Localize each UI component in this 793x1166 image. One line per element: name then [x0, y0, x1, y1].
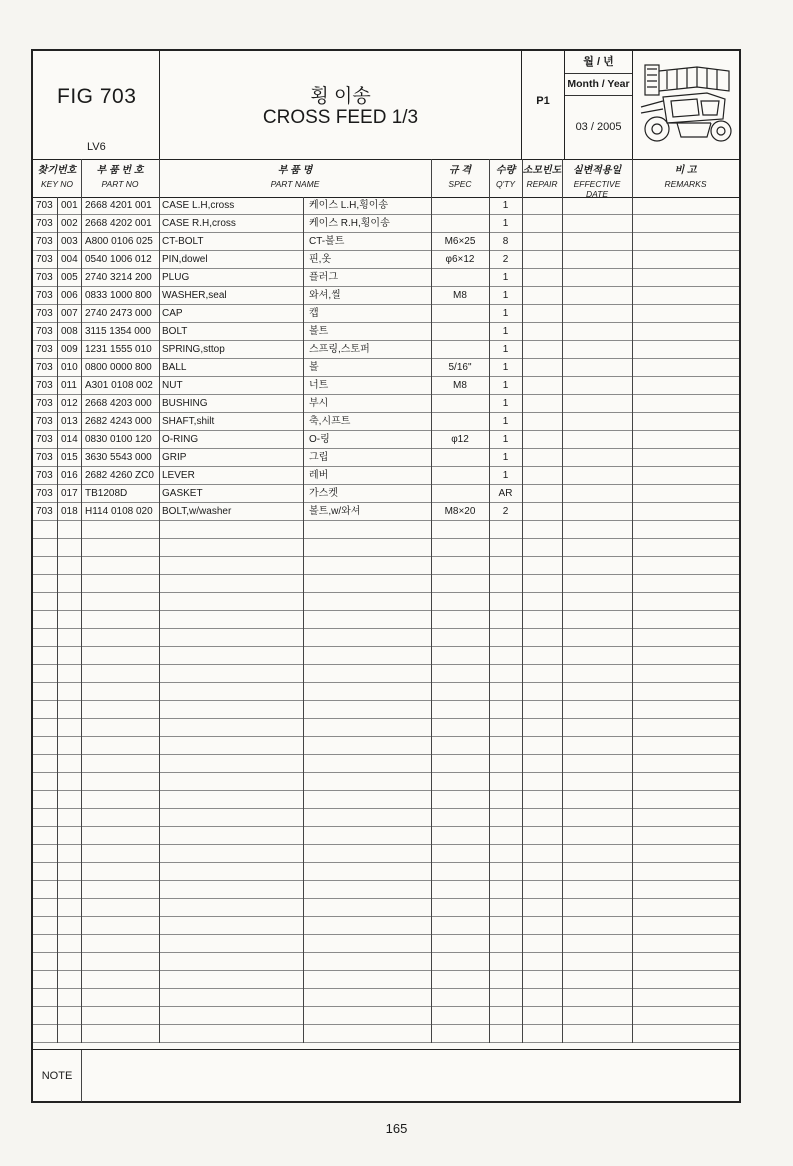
cell-qty: 1 — [502, 398, 509, 409]
cell-key: 005 — [61, 272, 78, 283]
cell-fig: 703 — [36, 200, 53, 211]
col-effective-date: 실변적용일 EFFECTIVE DATE — [572, 165, 622, 199]
table-row — [33, 521, 739, 539]
cell-name-en: BUSHING — [162, 398, 208, 409]
page-number: 165 — [385, 1121, 408, 1136]
cell-part-no: 3115 1354 000 — [85, 326, 151, 337]
cell-name-ko: 볼트 — [309, 326, 329, 337]
cell-name-ko: 캡 — [309, 308, 319, 319]
cell-spec — [431, 341, 489, 358]
cell-fig: 703 — [36, 254, 53, 265]
table-row — [33, 845, 739, 863]
table-row — [33, 431, 739, 449]
cell-key: 014 — [61, 434, 78, 445]
date-label-english: Month / Year — [565, 73, 632, 96]
cell-fig: 703 — [36, 308, 53, 319]
cell-fig: 703 — [36, 362, 53, 373]
cell-key: 018 — [61, 506, 78, 517]
cell-name-en: BOLT — [162, 326, 188, 337]
cell-spec — [431, 467, 489, 484]
col-repair: 소모빈도 REPAIR — [522, 165, 562, 189]
table-row — [33, 359, 739, 377]
cell-key: 006 — [61, 290, 78, 301]
cell-spec — [431, 395, 489, 412]
column-divider — [81, 197, 82, 1043]
cell-spec: M8 — [453, 380, 467, 391]
cell-qty: 2 — [502, 254, 509, 265]
table-row — [33, 863, 739, 881]
cell-fig: 703 — [36, 344, 53, 355]
cell-fig: 703 — [36, 380, 53, 391]
cell-name-en: SPRING,sttop — [162, 344, 225, 355]
cell-name-en: GRIP — [162, 452, 187, 463]
cell-key: 016 — [61, 470, 78, 481]
table-row — [33, 1007, 739, 1025]
cell-key: 009 — [61, 344, 78, 355]
cell-name-ko: 축,시프트 — [309, 416, 351, 427]
cell-name-ko: 부시 — [309, 398, 329, 409]
cell-spec — [431, 449, 489, 466]
cell-qty: 1 — [502, 326, 509, 337]
cell-fig: 703 — [36, 416, 53, 427]
cell-key: 007 — [61, 308, 78, 319]
cell-qty: 1 — [502, 362, 509, 373]
table-row — [33, 251, 739, 269]
column-divider — [632, 197, 633, 1043]
cell-spec — [431, 323, 489, 340]
table-row — [33, 827, 739, 845]
cell-qty: 1 — [502, 470, 509, 481]
table-row — [33, 1025, 739, 1043]
cell-part-no: 0540 1006 012 — [85, 254, 152, 265]
table-row — [33, 611, 739, 629]
cell-key: 001 — [61, 200, 78, 211]
column-divider — [522, 197, 523, 1043]
note-label: NOTE — [33, 1050, 82, 1102]
cell-spec: M8×20 — [444, 506, 476, 517]
sheet-header — [33, 51, 739, 160]
date-cell — [565, 51, 633, 159]
cell-fig: 703 — [36, 218, 53, 229]
cell-name-ko: 케이스 L.H,횡이송 — [309, 200, 389, 211]
cell-name-en: BOLT,w/washer — [162, 506, 232, 517]
cell-name-ko: 볼트,w/와셔 — [309, 506, 361, 517]
page-cell — [522, 51, 565, 159]
cell-name-ko: 케이스 R.H,횡이송 — [309, 218, 390, 229]
cell-name-ko: 플러그 — [309, 272, 338, 283]
cell-part-no: TB1208D — [85, 488, 128, 499]
column-divider — [489, 197, 490, 1043]
cell-name-en: PIN,dowel — [162, 254, 208, 265]
cell-part-no: 2682 4243 000 — [85, 416, 152, 427]
cell-qty: 2 — [502, 506, 509, 517]
cell-qty: 1 — [502, 434, 509, 445]
tractor-illustration-icon — [637, 57, 735, 153]
cell-name-ko: 가스켓 — [309, 488, 338, 499]
table-row — [33, 377, 739, 395]
col-key-no: 찾기번호 KEY NO — [37, 165, 77, 189]
table-row — [33, 305, 739, 323]
header-divider — [489, 159, 490, 197]
column-divider — [431, 197, 432, 1043]
cell-name-ko: 볼 — [309, 362, 319, 373]
cell-qty: 1 — [502, 290, 509, 301]
col-part-name: 부 품 명 PART NAME — [270, 165, 320, 189]
cell-spec: φ12 — [451, 434, 469, 445]
column-divider — [159, 197, 160, 1043]
header-divider — [522, 159, 523, 197]
header-divider — [562, 159, 563, 197]
table-row — [33, 809, 739, 827]
cell-qty: 1 — [502, 272, 509, 283]
table-row — [33, 323, 739, 341]
model-name: LV6 — [87, 141, 106, 153]
table-row — [33, 341, 739, 359]
cell-key: 004 — [61, 254, 78, 265]
cell-name-en: GASKET — [162, 488, 203, 499]
table-row — [33, 557, 739, 575]
cell-fig: 703 — [36, 272, 53, 283]
table-row — [33, 269, 739, 287]
cell-part-no: 2740 2473 000 — [85, 308, 152, 319]
cell-name-en: CT-BOLT — [162, 236, 204, 247]
cell-name-ko: 와셔,씰 — [309, 290, 341, 301]
image-cell — [633, 51, 739, 159]
cell-fig: 703 — [36, 434, 53, 445]
cell-name-ko: 핀,옷 — [309, 254, 332, 265]
cell-spec: φ6×12 — [445, 254, 475, 265]
col-spec: 규 격 SPEC — [448, 165, 472, 189]
cell-spec: M6×25 — [444, 236, 476, 247]
cell-qty: AR — [498, 488, 513, 499]
cell-qty: 1 — [502, 218, 509, 229]
note-section — [33, 1049, 739, 1102]
parts-sheet — [31, 49, 741, 1103]
figure-number: FIG 703 — [57, 85, 137, 108]
table-row — [33, 953, 739, 971]
cell-part-no: 2668 4201 001 — [85, 200, 152, 211]
table-row — [33, 971, 739, 989]
cell-fig: 703 — [36, 488, 53, 499]
header-divider — [431, 159, 432, 197]
table-row — [33, 629, 739, 647]
table-row — [33, 485, 739, 503]
table-row — [33, 701, 739, 719]
table-row — [33, 395, 739, 413]
cell-part-no: 0830 0100 120 — [85, 434, 152, 445]
cell-name-ko: CT-볼트 — [309, 236, 345, 247]
table-row — [33, 503, 739, 521]
header-divider — [632, 159, 633, 197]
table-row — [33, 683, 739, 701]
cell-qty: 1 — [502, 200, 509, 211]
cell-spec — [431, 269, 489, 286]
cell-fig: 703 — [36, 290, 53, 301]
cell-name-en: SHAFT,shilt — [162, 416, 215, 427]
cell-name-ko: 그립 — [309, 452, 329, 463]
table-row — [33, 233, 739, 251]
cell-fig: 703 — [36, 452, 53, 463]
cell-key: 013 — [61, 416, 78, 427]
table-row — [33, 287, 739, 305]
table-row — [33, 737, 739, 755]
header-divider — [159, 159, 160, 197]
cell-name-en: CASE L.H,cross — [162, 200, 235, 211]
title-cell — [160, 51, 522, 159]
title-korean: 횡 이송 — [310, 86, 371, 107]
table-row — [33, 773, 739, 791]
cell-spec — [431, 215, 489, 232]
cell-spec — [431, 197, 489, 214]
column-divider — [303, 197, 304, 1043]
table-row — [33, 917, 739, 935]
cell-key: 015 — [61, 452, 78, 463]
cell-fig: 703 — [36, 236, 53, 247]
cell-qty: 1 — [502, 344, 509, 355]
cell-fig: 703 — [36, 326, 53, 337]
table-row — [33, 719, 739, 737]
cell-name-ko: O-링 — [309, 434, 330, 445]
cell-name-en: CASE R.H,cross — [162, 218, 236, 229]
cell-part-no: 3630 5543 000 — [85, 452, 152, 463]
cell-name-en: NUT — [162, 380, 183, 391]
cell-qty: 1 — [502, 380, 509, 391]
table-row — [33, 989, 739, 1007]
table-row — [33, 575, 739, 593]
table-row — [33, 899, 739, 917]
table-row — [33, 755, 739, 773]
column-header-row — [33, 159, 739, 198]
cell-name-en: LEVER — [162, 470, 195, 481]
cell-qty: 1 — [502, 452, 509, 463]
cell-key: 008 — [61, 326, 78, 337]
table-row — [33, 647, 739, 665]
date-value: 03 / 2005 — [575, 121, 622, 133]
table-row — [33, 935, 739, 953]
cell-key: 002 — [61, 218, 78, 229]
column-divider — [562, 197, 563, 1043]
cell-part-no: 2740 3214 200 — [85, 272, 152, 283]
cell-key: 011 — [61, 380, 77, 391]
cell-name-ko: 스프링,스토퍼 — [309, 344, 370, 355]
cell-spec — [431, 413, 489, 430]
cell-key: 003 — [61, 236, 78, 247]
cell-key: 017 — [61, 488, 78, 499]
header-divider — [81, 159, 82, 197]
cell-part-no: A800 0106 025 — [85, 236, 153, 247]
cell-fig: 703 — [36, 506, 53, 517]
col-remarks: 비 고 REMARKS — [664, 165, 707, 189]
cell-part-no: H114 0108 020 — [85, 506, 153, 517]
column-divider — [57, 197, 58, 1043]
date-label-korean: 월 / 년 — [565, 51, 632, 74]
table-row — [33, 197, 739, 215]
cell-spec — [431, 305, 489, 322]
table-row — [33, 467, 739, 485]
table-row — [33, 593, 739, 611]
table-row — [33, 881, 739, 899]
cell-fig: 703 — [36, 398, 53, 409]
table-row — [33, 215, 739, 233]
cell-key: 012 — [61, 398, 78, 409]
cell-part-no: 0833 1000 800 — [85, 290, 152, 301]
table-row — [33, 539, 739, 557]
cell-key: 010 — [61, 362, 78, 373]
cell-spec: M8 — [453, 290, 467, 301]
cell-name-ko: 레버 — [309, 470, 329, 481]
cell-fig: 703 — [36, 470, 53, 481]
figure-cell — [33, 51, 160, 159]
sheet-page-number: P1 — [536, 95, 550, 107]
cell-part-no: 2668 4202 001 — [85, 218, 152, 229]
title-english: CROSS FEED 1/3 — [262, 107, 419, 128]
cell-part-no: A301 0108 002 — [85, 380, 153, 391]
cell-qty: 8 — [502, 236, 509, 247]
col-part-no: 부 품 번 호 PART NO — [96, 165, 144, 189]
cell-name-en: WASHER,seal — [162, 290, 227, 301]
cell-part-no: 1231 1555 010 — [85, 344, 152, 355]
table-row — [33, 449, 739, 467]
cell-part-no: 2682 4260 ZC0 — [85, 470, 154, 481]
cell-name-en: PLUG — [162, 272, 190, 283]
table-row — [33, 413, 739, 431]
col-qty: 수량 Q'TY — [495, 165, 516, 189]
table-row — [33, 665, 739, 683]
cell-name-en: BALL — [162, 362, 187, 373]
cell-qty: 1 — [502, 416, 509, 427]
cell-part-no: 2668 4203 000 — [85, 398, 152, 409]
cell-name-ko: 너트 — [309, 380, 329, 391]
cell-spec: 5/16" — [448, 362, 472, 373]
cell-name-en: O-RING — [162, 434, 199, 445]
cell-spec — [431, 485, 489, 502]
table-row — [33, 791, 739, 809]
cell-qty: 1 — [502, 308, 509, 319]
cell-name-en: CAP — [162, 308, 183, 319]
cell-part-no: 0800 0000 800 — [85, 362, 152, 373]
